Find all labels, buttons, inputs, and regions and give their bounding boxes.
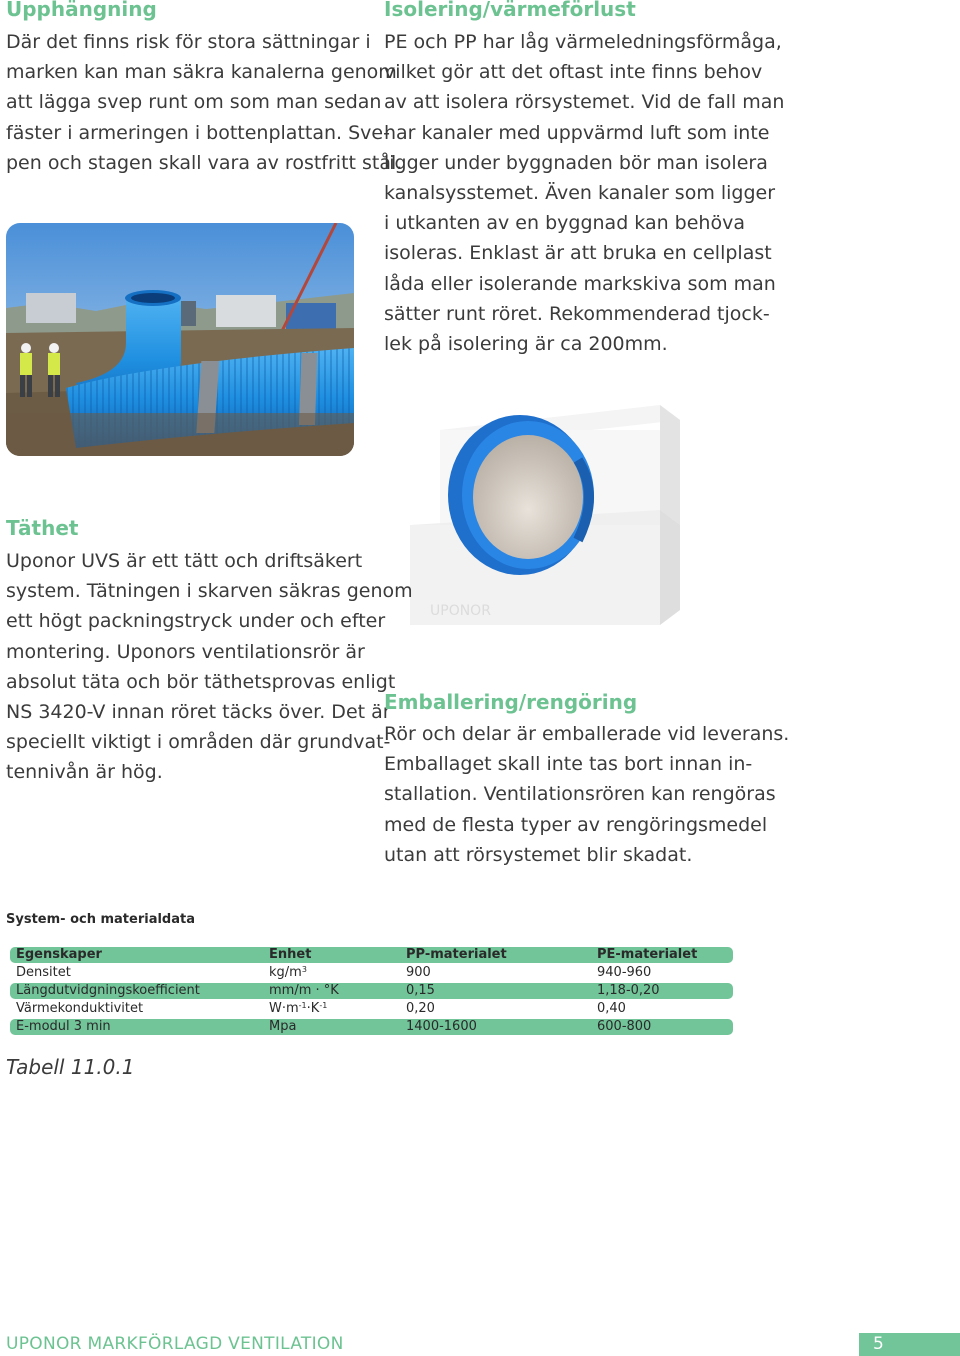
table-cell: 0,40 <box>597 1001 626 1016</box>
column-header: PP-materialet <box>400 947 591 963</box>
table-row <box>10 1001 733 1017</box>
text-line: har kanaler med uppvärmd luft som inte <box>384 121 770 144</box>
paragraph-upphangning <box>6 27 402 178</box>
insulated-pipe-photo <box>410 400 700 670</box>
page-number-box <box>859 1333 960 1356</box>
page-number: 5 <box>873 1334 884 1354</box>
paragraph-emballering <box>384 719 789 870</box>
table-cell: 1400-1600 <box>400 1019 591 1035</box>
table-cell: E-modul 3 min <box>10 1019 263 1035</box>
column-header: PE-materialet <box>591 947 733 963</box>
text-line: tennivån är hög. <box>6 761 163 784</box>
unit-text: ·K <box>306 1001 320 1016</box>
text-line: isoleras. Enklast är att bruka en cellplast <box>384 242 772 265</box>
table-cell: 0,15 <box>400 983 591 999</box>
svg-text:UPONOR: UPONOR <box>430 603 491 619</box>
table-cell: Densitet <box>16 965 71 980</box>
text-line: PE och PP har låg värmeledningsförmåga, <box>384 31 782 53</box>
table-header-row <box>10 947 733 963</box>
column-header: Egenskaper <box>10 947 263 963</box>
table-row <box>10 1019 733 1035</box>
text-line: sätter runt röret. Rekommenderad tjock- <box>384 302 770 325</box>
table-cell: Längdutvidgningskoefficient <box>10 983 263 999</box>
text-line: pen och stagen skall vara av rostfritt stål. <box>6 151 403 174</box>
text-line: lek på isolering är ca 200mm. <box>384 333 668 356</box>
table-cell: 940-960 <box>597 965 652 980</box>
heading-tathet: Täthet <box>6 516 79 540</box>
paragraph-isolering <box>384 27 784 359</box>
table-cell <box>263 965 400 981</box>
text-line: NS 3420-V innan röret täcks över. Det är <box>6 701 391 724</box>
text-line: absolut täta och bör täthetsprovas enligt <box>6 670 396 693</box>
table-cell: 1,18-0,20 <box>591 983 733 999</box>
table-cell <box>263 1001 400 1017</box>
text-line: fäster i armeringen i bottenplattan. Sve- <box>6 121 390 144</box>
table-caption: System- och materialdata <box>6 912 196 927</box>
text-line: system. Tätningen i skarven säkras genom <box>6 580 413 603</box>
heading-emballering: Emballering/rengöring <box>384 690 638 714</box>
table-row <box>10 983 733 999</box>
text-line: i utkanten av en byggnad kan behöva <box>384 212 745 235</box>
table-cell: 600-800 <box>591 1019 733 1035</box>
text-line: med de flesta typer av rengöringsmedel <box>384 813 768 836</box>
construction-site-photo <box>6 223 354 456</box>
text-line: låda eller isolerande markskiva som man <box>384 272 776 295</box>
footer-title: UPONOR MARKFÖRLAGD VENTILATION <box>6 1334 344 1354</box>
text-line: Emballaget skall inte tas bort innan in- <box>384 753 753 776</box>
paragraph-tathet <box>6 546 413 788</box>
table-cell: Värmekonduktivitet <box>16 1001 144 1016</box>
heading-upphangning: Upphängning <box>6 0 157 21</box>
text-line: kanalsysstemet. Även kanaler som ligger <box>384 182 776 205</box>
unit-superscript: -1 <box>298 1001 307 1010</box>
text-line: utan att rörsystemet blir skadat. <box>384 843 693 866</box>
text-line: stallation. Ventilationsrören kan rengöras <box>384 783 776 806</box>
text-line: vilket gör att det oftast inte finns behov <box>384 61 763 84</box>
table-row <box>10 965 733 981</box>
column-header: Enhet <box>263 947 400 963</box>
unit-superscript: 3 <box>301 965 307 974</box>
table-cell: Mpa <box>263 1019 400 1035</box>
table-cell: 900 <box>406 965 431 980</box>
text-line: att lägga svep runt om som man sedan <box>6 91 382 114</box>
heading-isolering: Isolering/värmeförlust <box>384 0 636 21</box>
text-line: ligger under byggnaden bör man isolera <box>384 151 768 174</box>
table-cell: 0,20 <box>406 1001 435 1016</box>
table-id: Tabell 11.0.1 <box>6 1055 135 1079</box>
text-line: marken kan man säkra kanalerna genom <box>6 61 397 84</box>
text-line: speciellt viktigt i områden där grundvat- <box>6 731 391 754</box>
unit-text: kg/m <box>269 965 302 980</box>
text-line: Rör och delar är emballerade vid leverans. <box>384 723 790 745</box>
text-line: ett högt packningstryck under och efter <box>6 610 386 633</box>
text-line: Uponor UVS är ett tätt och driftsäkert <box>6 550 363 572</box>
text-line: montering. Uponors ventilationsrör är <box>6 640 365 663</box>
material-data-table <box>10 945 733 1037</box>
text-line: av att isolera rörsystemet. Vid de fall man <box>384 91 785 114</box>
text-line: Där det finns risk för stora sättningar i <box>6 31 371 53</box>
unit-superscript: -1 <box>319 1001 328 1010</box>
table-cell: mm/m · °K <box>263 983 400 999</box>
unit-text: W·m <box>269 1001 299 1016</box>
